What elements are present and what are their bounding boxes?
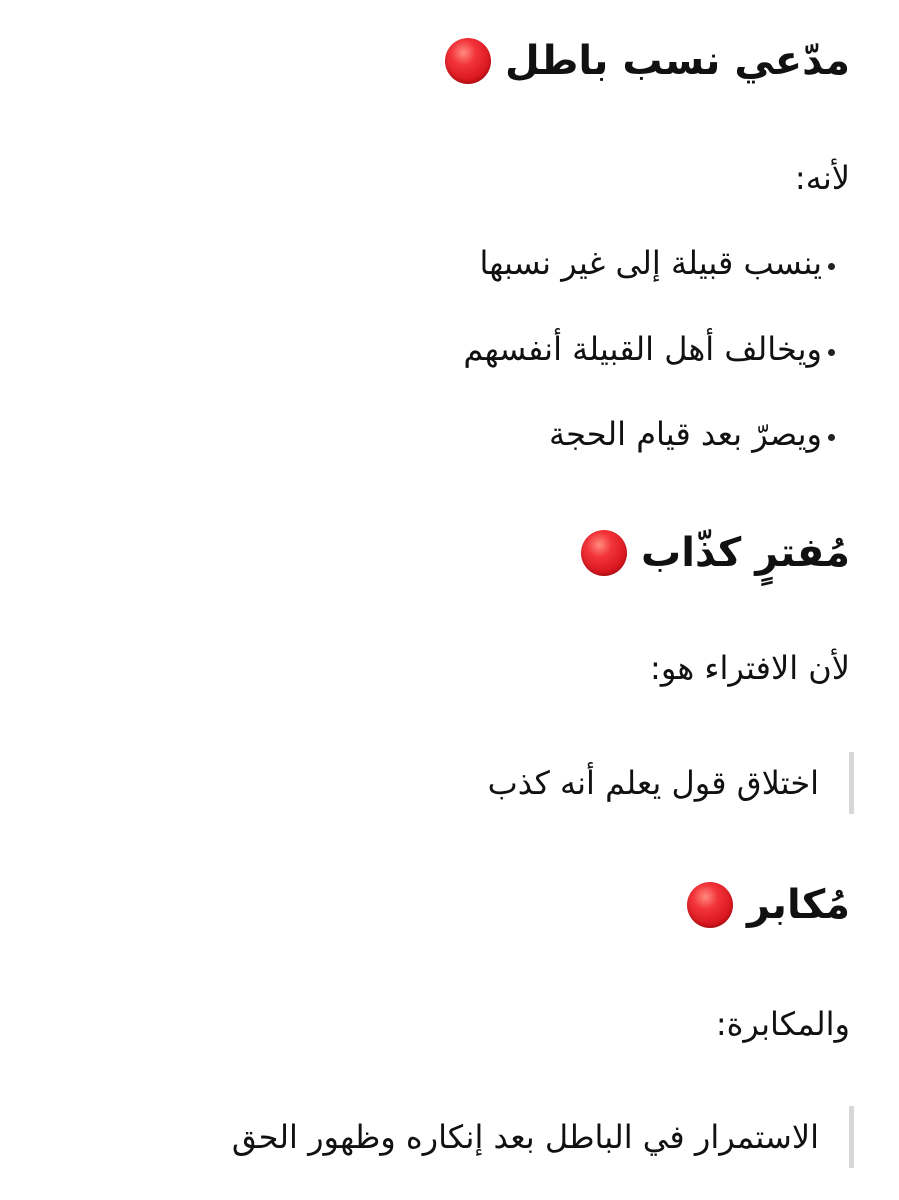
red-circle-icon bbox=[581, 530, 627, 576]
list-item bbox=[30, 415, 843, 453]
list-item-text: ينسب قبيلة إلى غير نسبها bbox=[479, 244, 822, 282]
blockquote-1 bbox=[30, 752, 854, 814]
blockquote-2-text: الاستمرار في الباطل بعد إنكاره وظهور الحق bbox=[231, 1118, 819, 1156]
section-heading-3 bbox=[30, 882, 850, 928]
section-heading-2-text: مُفترٍ كذّاب bbox=[641, 530, 850, 576]
section-heading-1 bbox=[30, 38, 850, 84]
list-item-text: ويصرّ بعد قيام الحجة bbox=[548, 415, 822, 453]
list-item bbox=[30, 330, 843, 368]
section-intro-1 bbox=[30, 159, 850, 197]
section-intro-1-text: لأنه: bbox=[794, 159, 850, 197]
blockquote-2 bbox=[30, 1106, 854, 1168]
quote-bar bbox=[849, 752, 854, 814]
section-intro-3-text: والمكابرة: bbox=[715, 1005, 850, 1043]
red-circle-icon bbox=[445, 38, 491, 84]
bullet-icon bbox=[828, 263, 835, 270]
section-heading-3-text: مُكابر bbox=[747, 882, 850, 928]
bullet-icon bbox=[828, 434, 835, 441]
section-heading-1-text: مدّعي نسب باطل bbox=[505, 38, 850, 84]
section-intro-2-text: لأن الافتراء هو: bbox=[650, 649, 850, 687]
red-circle-icon bbox=[687, 882, 733, 928]
bullet-icon bbox=[828, 349, 835, 356]
section-heading-2 bbox=[30, 530, 850, 576]
section-intro-2 bbox=[30, 649, 850, 687]
blockquote-1-text: اختلاق قول يعلم أنه كذب bbox=[487, 764, 819, 802]
list-item-text: ويخالف أهل القبيلة أنفسهم bbox=[463, 330, 822, 368]
section-intro-3 bbox=[30, 1005, 850, 1043]
list-item bbox=[30, 244, 843, 282]
quote-bar bbox=[849, 1106, 854, 1168]
